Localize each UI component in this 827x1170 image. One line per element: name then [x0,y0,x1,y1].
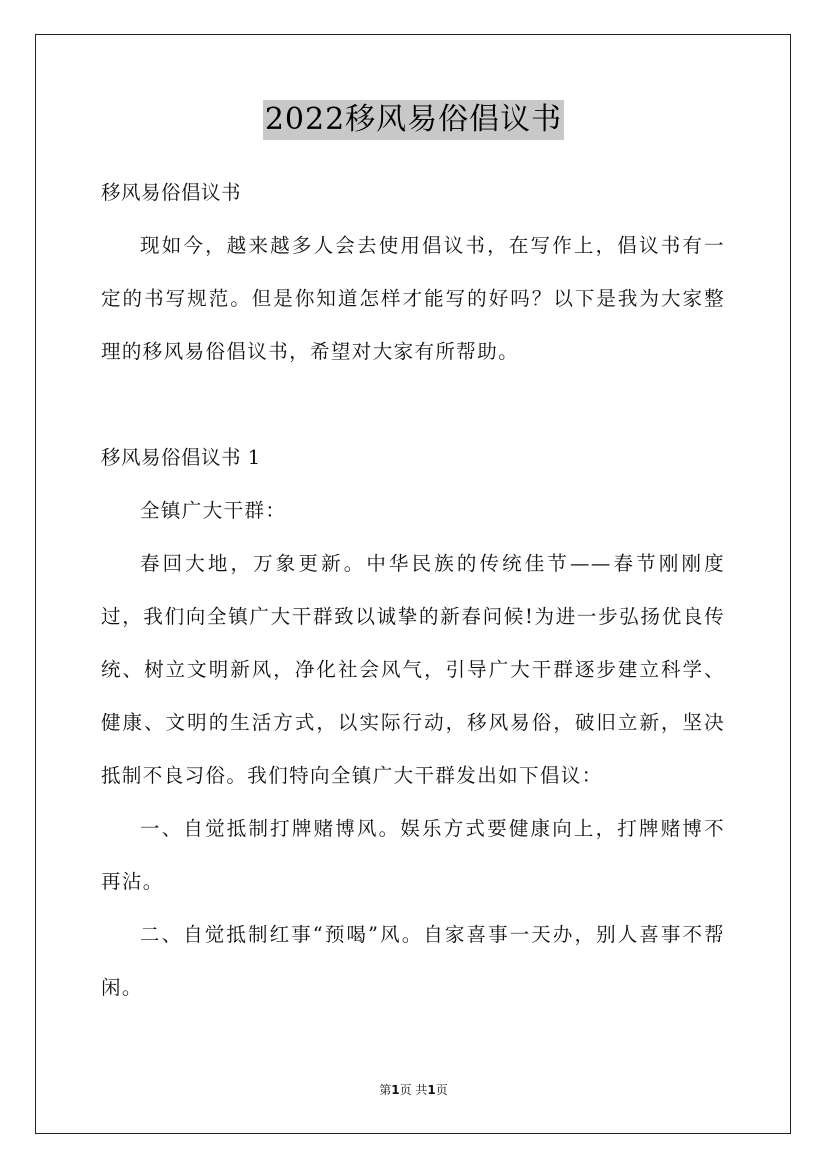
section-spacer [101,378,725,431]
body-paragraph: 二、自觉抵制红事“预喝”风。自家喜事一天办，别人喜事不帮闲。 [101,923,725,999]
intro-paragraph: 现如今，越来越多人会去使用倡议书，在写作上，倡议书有一定的书写规范。但是你知道怎样才能写的好吗？以下是我为大家整理的移风易俗倡议书，希望对大家有所帮助。 [101,234,725,363]
page-footer [0,1081,827,1098]
body-paragraph: 一、自觉抵制打牌赌博风。娱乐方式要健康向上，打牌赌博不再沾。 [101,817,725,893]
document-subtitle: 移风易俗倡议书 [101,181,242,204]
page-total: 1 [427,1083,436,1097]
document-body [101,166,725,1014]
title-container [0,100,827,140]
page-prefix: 第 [379,1083,392,1097]
document-title: 2022移风易俗倡议书 [263,100,564,140]
section-title: 移风易俗倡议书 1 [101,446,261,469]
page-mid: 页 共 [399,1083,428,1097]
body-paragraph: 春回大地，万象更新。中华民族的传统佳节——春节刚刚度过，我们向全镇广大干群致以诚挚的新春问候!为进一步弘扬优良传统、树立文明新风，净化社会风气，引导广大干群逐步建立科学、健康、文明的生活方式，以实际行动，移风易俗，破旧立新，坚决抵制不良习俗。我们特向全镇广大干群发出如下倡议： [101,552,725,787]
page-suffix: 页 [435,1083,448,1097]
page-current: 1 [391,1083,400,1097]
greeting: 全镇广大干群： [140,499,287,522]
